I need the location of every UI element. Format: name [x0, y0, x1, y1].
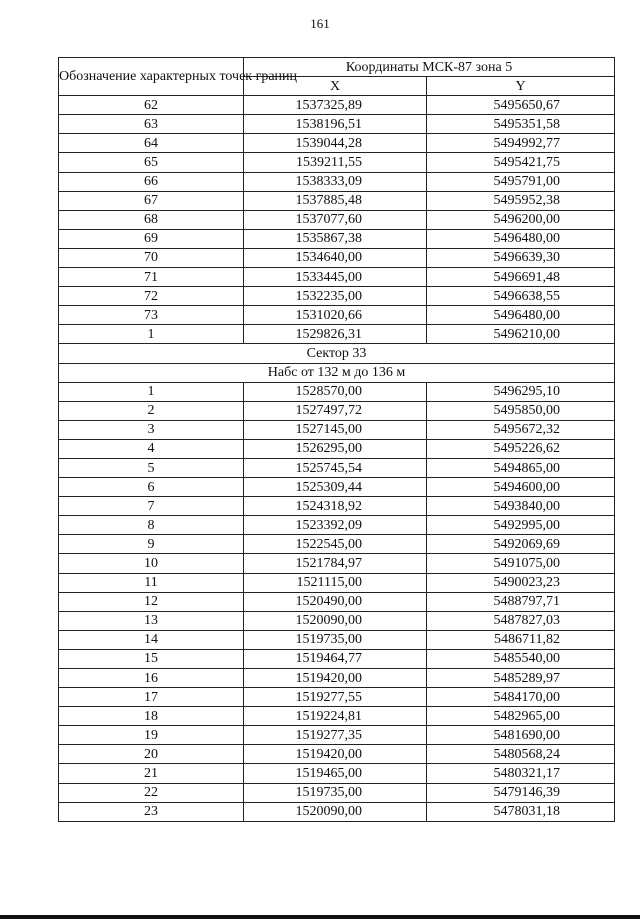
- table-row: [59, 649, 615, 668]
- point-cell: 16: [59, 669, 244, 688]
- x-cell: 1539044,28: [244, 134, 427, 153]
- table-row: [59, 401, 615, 420]
- point-cell: 72: [59, 287, 244, 306]
- y-cell: 5480321,17: [427, 764, 615, 783]
- point-cell: 8: [59, 516, 244, 535]
- sector-title: Сектор 33: [59, 344, 615, 363]
- x-cell: 1520490,00: [244, 592, 427, 611]
- x-cell: 1519420,00: [244, 745, 427, 764]
- table-row: [59, 439, 615, 458]
- point-cell: 20: [59, 745, 244, 764]
- point-cell: 70: [59, 248, 244, 267]
- table-row: [59, 306, 615, 325]
- x-cell: 1519277,55: [244, 688, 427, 707]
- x-cell: 1531020,66: [244, 306, 427, 325]
- table-row: [59, 458, 615, 477]
- x-cell: 1522545,00: [244, 535, 427, 554]
- table-row: [59, 783, 615, 802]
- point-cell: 63: [59, 115, 244, 134]
- table-row: [59, 172, 615, 191]
- x-cell: 1526295,00: [244, 439, 427, 458]
- table-row: [59, 630, 615, 649]
- x-cell: 1538333,09: [244, 172, 427, 191]
- y-cell: 5495791,00: [427, 172, 615, 191]
- point-cell: 69: [59, 229, 244, 248]
- point-cell: 21: [59, 764, 244, 783]
- point-cell: 64: [59, 134, 244, 153]
- table-row: [59, 420, 615, 439]
- table-row: [59, 669, 615, 688]
- y-cell: 5480568,24: [427, 745, 615, 764]
- y-cell: 5495351,58: [427, 115, 615, 134]
- x-cell: 1529826,31: [244, 325, 427, 344]
- y-cell: 5496691,48: [427, 268, 615, 287]
- table-row: [59, 764, 615, 783]
- y-cell: 5492995,00: [427, 516, 615, 535]
- y-cell: 5495850,00: [427, 401, 615, 420]
- table-row: [59, 554, 615, 573]
- point-cell: 18: [59, 707, 244, 726]
- point-cell: 71: [59, 268, 244, 287]
- y-cell: 5488797,71: [427, 592, 615, 611]
- x-cell: 1527145,00: [244, 420, 427, 439]
- y-cell: 5496480,00: [427, 306, 615, 325]
- point-cell: 6: [59, 478, 244, 497]
- table-row: [59, 478, 615, 497]
- x-cell: 1538196,51: [244, 115, 427, 134]
- x-cell: 1539211,55: [244, 153, 427, 172]
- x-cell: 1527497,72: [244, 401, 427, 420]
- x-cell: 1537325,89: [244, 96, 427, 115]
- y-cell: 5495650,67: [427, 96, 615, 115]
- x-cell: 1520090,00: [244, 611, 427, 630]
- y-cell: 5493840,00: [427, 497, 615, 516]
- x-cell: 1525309,44: [244, 478, 427, 497]
- scan-edge: [0, 915, 640, 919]
- table-row: [59, 96, 615, 115]
- y-cell: 5479146,39: [427, 783, 615, 802]
- point-cell: 62: [59, 96, 244, 115]
- y-cell: 5482965,00: [427, 707, 615, 726]
- point-cell: 1: [59, 325, 244, 344]
- x-cell: 1521115,00: [244, 573, 427, 592]
- table-row: [59, 535, 615, 554]
- table-row: [59, 497, 615, 516]
- y-cell: 5496638,55: [427, 287, 615, 306]
- table-row: [59, 248, 615, 267]
- table-row: [59, 382, 615, 401]
- y-cell: 5495672,32: [427, 420, 615, 439]
- point-cell: 67: [59, 191, 244, 210]
- point-cell: 7: [59, 497, 244, 516]
- x-cell: 1519420,00: [244, 669, 427, 688]
- x-cell: 1524318,92: [244, 497, 427, 516]
- y-cell: 5496480,00: [427, 229, 615, 248]
- x-cell: 1523392,09: [244, 516, 427, 535]
- x-cell: 1537077,60: [244, 210, 427, 229]
- x-cell: 1519465,00: [244, 764, 427, 783]
- table-row: [59, 516, 615, 535]
- point-cell: 73: [59, 306, 244, 325]
- point-cell: 5: [59, 458, 244, 477]
- x-cell: 1519735,00: [244, 783, 427, 802]
- point-cell: 65: [59, 153, 244, 172]
- table-row: [59, 325, 615, 344]
- x-cell: 1519464,77: [244, 649, 427, 668]
- point-cell: 12: [59, 592, 244, 611]
- point-cell: 2: [59, 401, 244, 420]
- table-row: [59, 707, 615, 726]
- coordinates-group-header: Координаты МСК-87 зона 5: [244, 58, 615, 77]
- y-cell: 5496200,00: [427, 210, 615, 229]
- y-cell: 5487827,03: [427, 611, 615, 630]
- y-cell: 5496210,00: [427, 325, 615, 344]
- y-cell: 5481690,00: [427, 726, 615, 745]
- point-cell: 3: [59, 420, 244, 439]
- y-cell: 5494992,77: [427, 134, 615, 153]
- coordinates-table: [58, 57, 615, 822]
- table-row: [59, 745, 615, 764]
- y-cell: 5484170,00: [427, 688, 615, 707]
- y-cell: 5496295,10: [427, 382, 615, 401]
- y-cell: 5478031,18: [427, 802, 615, 821]
- height-range: Набс от 132 м до 136 м: [59, 363, 615, 382]
- x-cell: 1528570,00: [244, 382, 427, 401]
- table-header: [59, 58, 615, 96]
- page-number: 161: [310, 16, 330, 31]
- table-row: [59, 611, 615, 630]
- x-cell: 1533445,00: [244, 268, 427, 287]
- y-column-header: Y: [427, 77, 615, 96]
- table-row: [59, 153, 615, 172]
- point-cell: 19: [59, 726, 244, 745]
- point-cell: 4: [59, 439, 244, 458]
- point-column-header: Обозначение характерных точек границ: [59, 58, 244, 96]
- point-cell: 11: [59, 573, 244, 592]
- point-cell: 15: [59, 649, 244, 668]
- coordinates-block-1: [59, 96, 615, 344]
- point-cell: 22: [59, 783, 244, 802]
- table-row: [59, 134, 615, 153]
- point-cell: 23: [59, 802, 244, 821]
- point-cell: 14: [59, 630, 244, 649]
- y-cell: 5485540,00: [427, 649, 615, 668]
- coordinates-block-2: [59, 382, 615, 821]
- y-cell: 5490023,23: [427, 573, 615, 592]
- x-cell: 1521784,97: [244, 554, 427, 573]
- x-cell: 1535867,38: [244, 229, 427, 248]
- point-cell: 13: [59, 611, 244, 630]
- x-cell: 1525745,54: [244, 458, 427, 477]
- table-row: [59, 592, 615, 611]
- y-cell: 5496639,30: [427, 248, 615, 267]
- x-cell: 1519224,81: [244, 707, 427, 726]
- y-cell: 5495952,38: [427, 191, 615, 210]
- y-cell: 5495226,62: [427, 439, 615, 458]
- table-row: [59, 210, 615, 229]
- table-row: [59, 268, 615, 287]
- table-row: [59, 287, 615, 306]
- point-cell: 66: [59, 172, 244, 191]
- x-cell: 1519735,00: [244, 630, 427, 649]
- y-cell: 5486711,82: [427, 630, 615, 649]
- point-cell: 17: [59, 688, 244, 707]
- x-cell: 1519277,35: [244, 726, 427, 745]
- table-row: [59, 573, 615, 592]
- sector-heading-block: [59, 344, 615, 382]
- x-cell: 1534640,00: [244, 248, 427, 267]
- table-row: [59, 115, 615, 134]
- table-row: [59, 802, 615, 821]
- point-cell: 9: [59, 535, 244, 554]
- y-cell: 5495421,75: [427, 153, 615, 172]
- x-column-header: X: [244, 77, 427, 96]
- point-cell: 68: [59, 210, 244, 229]
- point-cell: 1: [59, 382, 244, 401]
- y-cell: 5492069,69: [427, 535, 615, 554]
- x-cell: 1532235,00: [244, 287, 427, 306]
- x-cell: 1537885,48: [244, 191, 427, 210]
- table-row: [59, 191, 615, 210]
- y-cell: 5494600,00: [427, 478, 615, 497]
- point-cell: 10: [59, 554, 244, 573]
- table-row: [59, 229, 615, 248]
- table-row: [59, 726, 615, 745]
- y-cell: 5485289,97: [427, 669, 615, 688]
- table-row: [59, 688, 615, 707]
- y-cell: 5491075,00: [427, 554, 615, 573]
- y-cell: 5494865,00: [427, 458, 615, 477]
- x-cell: 1520090,00: [244, 802, 427, 821]
